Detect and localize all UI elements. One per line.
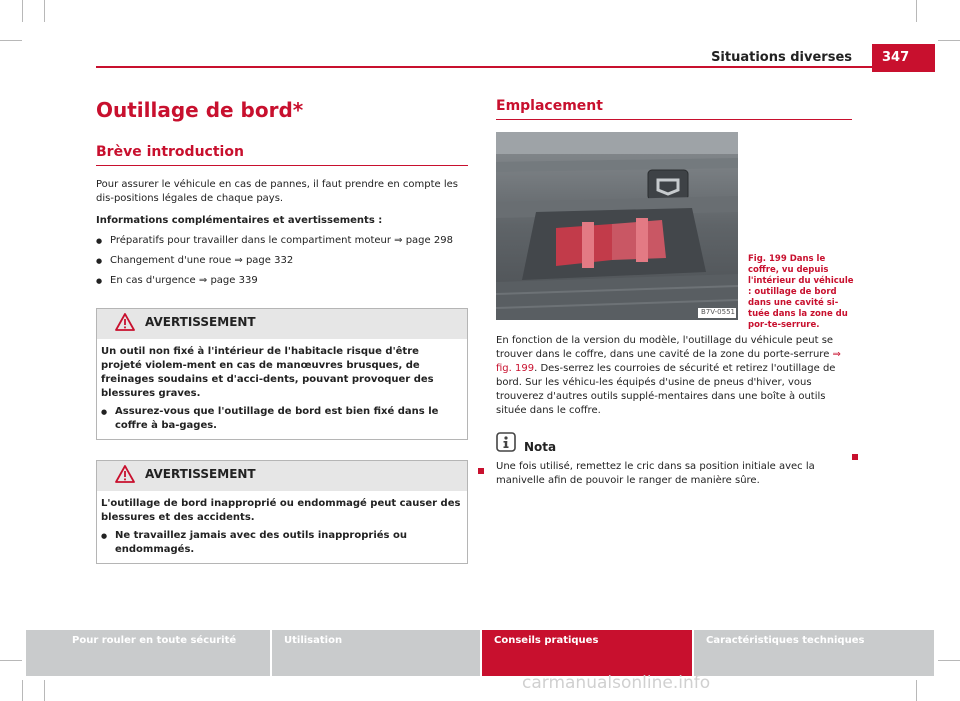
list-item: ● En cas d'urgence ⇒ page 339	[96, 274, 468, 288]
figure-code: B7V-0551	[701, 308, 735, 316]
warning-list	[101, 405, 463, 433]
warning-triangle-icon	[115, 465, 135, 483]
footer-tab-securite[interactable]: Pour rouler en toute sécurité	[26, 630, 270, 676]
trunk-illustration	[496, 132, 738, 320]
warning-body	[97, 339, 467, 439]
crop-mark	[916, 0, 917, 22]
running-title: Situations diverses	[711, 50, 852, 65]
right-body	[496, 334, 852, 488]
note-icon	[496, 432, 516, 452]
footer-nav	[26, 630, 936, 676]
section-end-mark	[852, 454, 858, 460]
paragraph-text: En fonction de la version du modèle, l'outillage du véhicule peut se trouver dans le coffre, dans une cavité de la zone du porte-serrure	[496, 335, 834, 360]
figure-trunk-tools	[496, 132, 738, 320]
footer-tab-caracteristiques[interactable]: Caractéristiques techniques	[694, 630, 934, 676]
warning-box	[96, 308, 468, 440]
note-title: Nota	[524, 440, 557, 454]
section-title: Outillage de bord*	[96, 98, 304, 122]
info-heading: Informations complémentaires et avertissements :	[96, 215, 383, 226]
warning-title: AVERTISSEMENT	[145, 467, 256, 481]
intro-paragraph: Pour assurer le véhicule en cas de pannes, il faut prendre en compte les dis-positions légales de chaque pays.	[96, 179, 459, 204]
page-number: 347	[872, 44, 935, 72]
footer-tab-conseils[interactable]: Conseils pratiques	[482, 630, 692, 676]
crop-mark	[916, 680, 917, 701]
crop-mark	[44, 0, 45, 22]
location-paragraph	[496, 334, 852, 418]
crop-mark	[0, 660, 22, 661]
warning-list	[101, 529, 463, 557]
crop-mark	[938, 40, 960, 41]
subsection-title: Brève introduction	[96, 144, 244, 160]
list-item: ● Préparatifs pour travailler dans le compartiment moteur ⇒ page 298	[96, 234, 468, 248]
warning-box	[96, 460, 468, 564]
warning-header	[97, 461, 467, 491]
info-list	[96, 234, 468, 288]
list-item: ● Changement d'une roue ⇒ page 332	[96, 254, 468, 268]
subsection-rule	[96, 165, 468, 166]
section-title: Emplacement	[496, 98, 603, 114]
watermark: carmanualsonline.info	[522, 673, 711, 693]
warning-text: Un outil non fixé à l'intérieur de l'habitacle risque d'être projeté violem-ment en cas de manœuvres brusques, de freinages soudains et d'acci-dents, pouvant provoquer des blessures graves.	[101, 346, 434, 399]
warning-title: AVERTISSEMENT	[145, 315, 256, 329]
warning-triangle-icon	[115, 313, 135, 331]
section-rule	[496, 119, 852, 120]
warning-header	[97, 309, 467, 339]
crop-mark	[22, 680, 23, 701]
left-column	[96, 98, 468, 564]
note-header	[496, 432, 852, 456]
warning-body	[97, 491, 467, 563]
note-text: Une fois utilisé, remettez le cric dans sa position initiale avec la manivelle afin de pouvoir le ranger de manière sûre.	[496, 461, 815, 486]
warning-bullet: ● Ne travaillez jamais avec des outils inappropriés ou endommagés.	[101, 529, 463, 557]
crop-mark	[22, 0, 23, 22]
warning-text: L'outillage de bord inapproprié ou endommagé peut causer des blessures et des accidents.	[101, 498, 461, 523]
figure-caption: Fig. 199 Dans le coffre, vu depuis l'intérieur du véhicule : outillage de bord dans une cavité si-tuée dans la zone du por-te-serrure.	[748, 254, 854, 330]
footer-tab-utilisation[interactable]: Utilisation	[272, 630, 480, 676]
crop-mark	[0, 40, 22, 41]
section-end-mark	[478, 468, 484, 474]
figure-reference-link[interactable]: ⇒ fig. 199	[496, 349, 841, 374]
right-column	[496, 98, 852, 120]
warning-bullet: ● Assurez-vous que l'outillage de bord est bien fixé dans le coffre à ba-gages.	[101, 405, 463, 433]
paragraph-text: . Des-serrez les courroies de sécurité et retirez l'outillage de bord. Sur les véhicu-les équipés d'usine de pneus d'hiver, vous trouverez d'autres outils supplé-mentaires dans une boîte à outils située dans le coffre.	[496, 363, 836, 416]
crop-mark	[938, 660, 960, 661]
crop-mark	[44, 680, 45, 701]
header-rule	[96, 66, 872, 68]
